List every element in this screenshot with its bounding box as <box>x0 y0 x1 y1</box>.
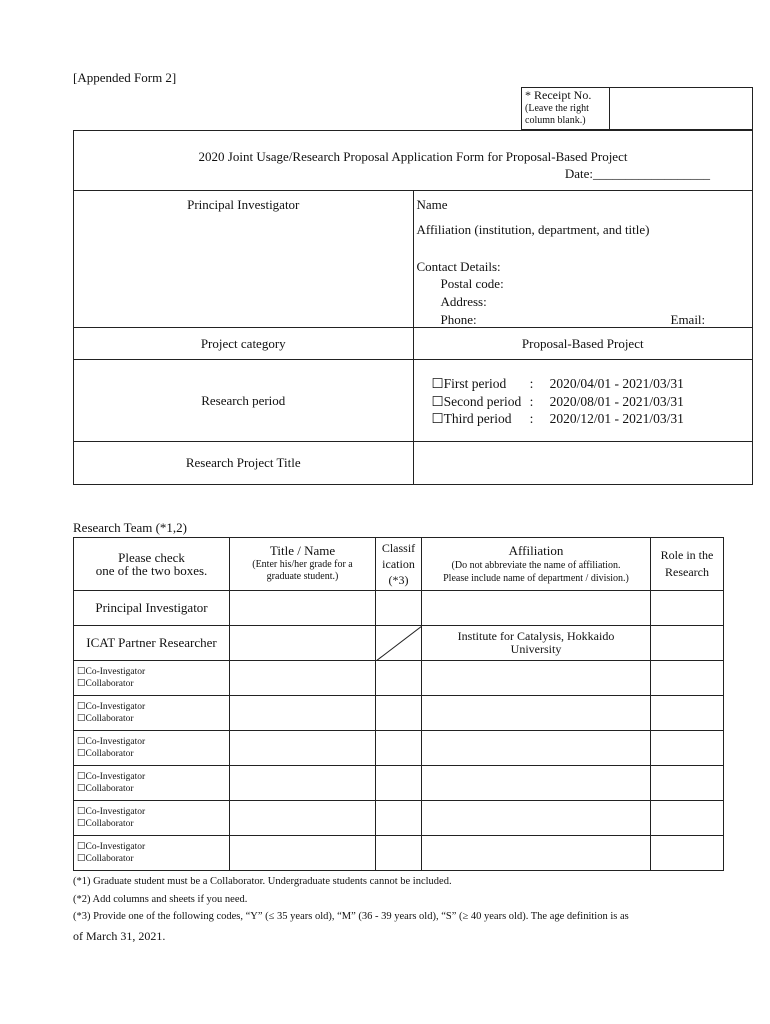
research-period-label: Research period <box>74 360 414 442</box>
member-row <box>74 766 724 801</box>
period-option-second[interactable] <box>432 393 684 411</box>
pi-details-cell <box>413 191 753 328</box>
collaborator-checkbox[interactable]: ☐Collaborator <box>77 679 134 689</box>
member-title-name[interactable] <box>230 731 376 766</box>
member-type-options[interactable] <box>74 731 230 766</box>
row-partner-affiliation <box>422 626 651 661</box>
period-third-name: Third period <box>443 411 512 426</box>
receipt-box <box>521 87 753 130</box>
receipt-number-field[interactable] <box>610 88 753 130</box>
partner-aff-line1: Institute for Catalysis, Hokkaido <box>457 629 615 643</box>
header-aff-note1: (Do not abbreviate the name of affiliation. <box>451 559 621 571</box>
member-type-options[interactable] <box>74 801 230 836</box>
header-check-line2: one of the two boxes. <box>95 563 208 578</box>
receipt-label-cell <box>522 88 610 130</box>
header-title-name <box>230 538 376 591</box>
member-affiliation[interactable] <box>422 731 651 766</box>
pi-contact-label: Contact Details: <box>416 259 501 274</box>
member-type-options[interactable] <box>74 766 230 801</box>
period-third-dates: 2020/12/01 - 2021/03/31 <box>549 411 684 426</box>
partner-aff-line2: University <box>510 642 562 656</box>
collaborator-checkbox[interactable]: ☐Collaborator <box>77 854 134 864</box>
header-affiliation <box>422 538 651 591</box>
collaborator-checkbox[interactable]: ☐Collaborator <box>77 714 134 724</box>
collaborator-checkbox[interactable]: ☐Collaborator <box>77 819 134 829</box>
diagonal-strike <box>376 626 422 661</box>
receipt-label: * Receipt No. <box>525 88 592 102</box>
co-investigator-checkbox[interactable]: ☐Co-Investigator <box>77 807 146 817</box>
note-2: (*2) Add columns and sheets if you need. <box>73 894 248 905</box>
form-title: 2020 Joint Usage/Research Proposal Application Form for Proposal-Based Project <box>198 149 628 164</box>
co-investigator-checkbox[interactable]: ☐Co-Investigator <box>77 702 146 712</box>
period-third-sep: : <box>529 411 534 426</box>
header-role <box>651 538 724 591</box>
project-category-value: Proposal-Based Project <box>413 328 753 360</box>
member-classification[interactable] <box>376 801 422 836</box>
header-title-note2: graduate student.) <box>266 571 339 582</box>
member-role[interactable] <box>651 731 724 766</box>
member-title-name[interactable] <box>230 766 376 801</box>
member-classification[interactable] <box>376 661 422 696</box>
application-form-table <box>73 130 753 485</box>
form-header-cell <box>74 131 753 191</box>
member-affiliation[interactable] <box>422 766 651 801</box>
header-check <box>74 538 230 591</box>
header-role-line1: Role in the <box>660 548 714 562</box>
co-investigator-checkbox[interactable]: ☐Co-Investigator <box>77 842 146 852</box>
pi-postal-label: Postal code: <box>440 276 504 291</box>
pi-affiliation-label: Affiliation (institution, department, and title) <box>416 222 650 237</box>
member-row <box>74 836 724 871</box>
period-first-dates: 2020/04/01 - 2021/03/31 <box>549 376 684 391</box>
member-row <box>74 801 724 836</box>
pi-label: Principal Investigator <box>74 191 414 328</box>
research-period-options <box>413 360 753 442</box>
header-role-line2: Research <box>665 565 709 579</box>
member-classification[interactable] <box>376 696 422 731</box>
member-row <box>74 696 724 731</box>
period-option-list <box>432 375 684 428</box>
period-second-dates: 2020/08/01 - 2021/03/31 <box>549 393 684 409</box>
period-first-checkbox[interactable]: ☐ <box>431 376 444 391</box>
period-second-sep: : <box>529 393 534 409</box>
pi-email-label: Email: <box>670 312 706 327</box>
member-type-options[interactable] <box>74 696 230 731</box>
member-title-name[interactable] <box>230 801 376 836</box>
collaborator-checkbox[interactable]: ☐Collaborator <box>77 749 134 759</box>
member-title-name[interactable] <box>230 661 376 696</box>
project-title-field[interactable] <box>413 442 753 485</box>
pi-name-label: Name <box>416 197 448 212</box>
member-affiliation[interactable] <box>422 836 651 871</box>
member-classification[interactable] <box>376 836 422 871</box>
note-3-line2: of March 31, 2021. <box>73 929 166 943</box>
member-role[interactable] <box>651 661 724 696</box>
period-first-name: First period <box>443 376 507 391</box>
row-partner-title-name[interactable] <box>230 626 376 661</box>
form-label: [Appended Form 2] <box>73 70 177 85</box>
research-team-table <box>73 537 724 871</box>
member-role[interactable] <box>651 766 724 801</box>
member-title-name[interactable] <box>230 836 376 871</box>
header-classification <box>376 538 422 591</box>
row-pi-title-name[interactable] <box>230 591 376 626</box>
header-check-line1: Please check <box>118 550 185 565</box>
period-option-third[interactable] <box>432 410 684 428</box>
header-class-line3: (*3) <box>388 573 409 587</box>
receipt-note-line2: column blank.) <box>525 115 586 126</box>
member-title-name[interactable] <box>230 696 376 731</box>
member-affiliation[interactable] <box>422 696 651 731</box>
project-title-label: Research Project Title <box>74 442 414 485</box>
project-category-label: Project category <box>74 328 414 360</box>
row-pi-classification[interactable] <box>376 591 422 626</box>
member-classification[interactable] <box>376 766 422 801</box>
member-role[interactable] <box>651 696 724 731</box>
row-pi-affiliation[interactable] <box>422 591 651 626</box>
period-second-checkbox[interactable]: ☐ <box>431 393 444 409</box>
member-type-options[interactable] <box>74 836 230 871</box>
header-aff-main: Affiliation <box>508 542 564 558</box>
member-row <box>74 731 724 766</box>
period-option-first[interactable] <box>432 375 684 393</box>
header-title-note1: (Enter his/her grade for a <box>252 559 353 570</box>
period-third-checkbox[interactable]: ☐ <box>431 411 444 426</box>
co-investigator-checkbox[interactable]: ☐Co-Investigator <box>77 737 146 747</box>
pi-phone-label: Phone: <box>440 312 477 327</box>
header-title-main: Title / Name <box>269 543 336 558</box>
pi-address-label: Address: <box>440 294 487 309</box>
co-investigator-checkbox[interactable]: ☐Co-Investigator <box>77 667 146 677</box>
member-classification[interactable] <box>376 731 422 766</box>
member-role[interactable] <box>651 801 724 836</box>
period-first-sep: : <box>529 376 534 391</box>
research-team-heading: Research Team (*1,2) <box>73 520 187 535</box>
header-aff-note2: Please include name of department / division.) <box>443 572 629 584</box>
member-role[interactable] <box>651 836 724 871</box>
member-affiliation[interactable] <box>422 801 651 836</box>
note-3-line1: (*3) Provide one of the following codes, “Y” (≤ 35 years old), “M” (36 - 39 years old), “S” (≥ 40 years old). The age definition is as <box>73 911 629 922</box>
header-class-line1: Classif <box>381 541 416 555</box>
row-pi-label: Principal Investigator <box>74 591 230 626</box>
header-class-line2: ication <box>382 557 415 571</box>
row-pi-role[interactable] <box>651 591 724 626</box>
date-field[interactable]: Date:__________________ <box>564 166 710 181</box>
row-partner-label: ICAT Partner Researcher <box>74 626 230 661</box>
receipt-note-line1: (Leave the right <box>525 103 589 114</box>
row-partner-role[interactable] <box>651 626 724 661</box>
period-second-name: Second period <box>443 393 522 409</box>
member-row <box>74 661 724 696</box>
member-affiliation[interactable] <box>422 661 651 696</box>
note-1: (*1) Graduate student must be a Collaborator. Undergraduate students cannot be included. <box>73 876 452 887</box>
co-investigator-checkbox[interactable]: ☐Co-Investigator <box>77 772 146 782</box>
collaborator-checkbox[interactable]: ☐Collaborator <box>77 784 134 794</box>
member-type-options[interactable] <box>74 661 230 696</box>
row-partner-classification <box>376 626 422 661</box>
